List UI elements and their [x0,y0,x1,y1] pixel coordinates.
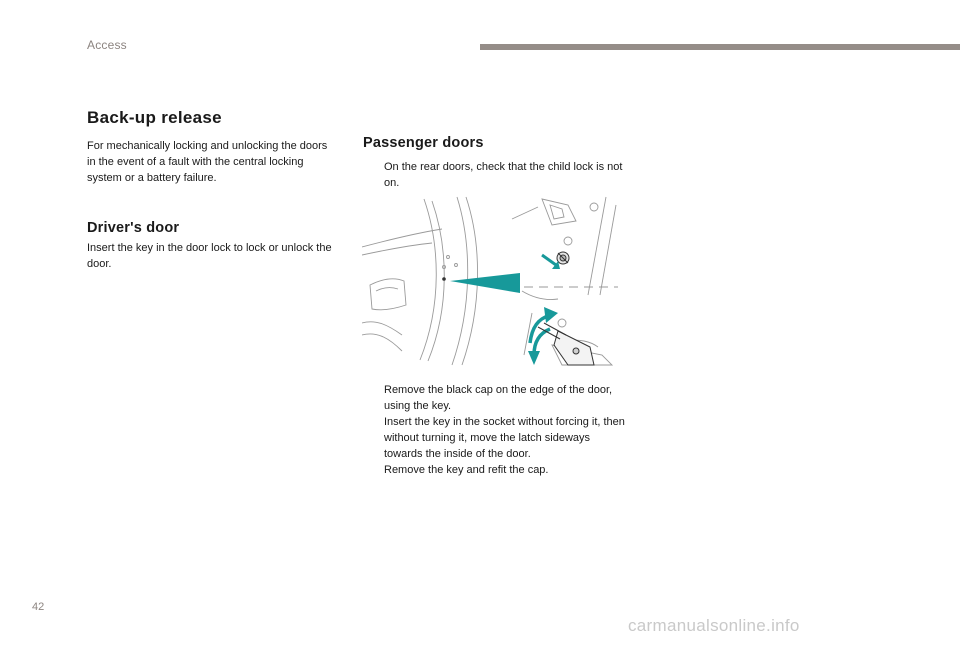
bullet-item [363,462,625,478]
right-column-bottom [363,382,625,478]
watermark: carmanualsonline.info [628,616,800,635]
page-title: Back-up release [87,108,222,127]
bullet-text: Remove the black cap on the edge of the door, using the key. [384,384,613,412]
left-column [87,108,337,272]
drivers-door-text: Insert the key in the door lock to lock or unlock the door. [87,242,332,270]
bullets-top [363,159,625,191]
bullet-text: Insert the key in the socket without forcing it, then without turning it, move the latch sideways towards the inside of the door. [384,416,625,460]
bullet-item [363,414,625,462]
bullet-text: Remove the key and refit the cap. [384,464,549,476]
header-bar [480,44,960,50]
drivers-door-heading: Driver's door [87,220,180,236]
page-number: 42 [32,601,45,613]
right-column [363,135,625,191]
bullet-text: On the rear doors, check that the child lock is not on. [384,161,623,189]
passenger-doors-heading: Passenger doors [363,135,484,151]
intro-paragraph: For mechanically locking and unlocking the doors in the event of a fault with the central locking system or a battery failure. [87,140,328,184]
section-label: Access [87,38,127,52]
door-illustration [362,195,620,367]
bullets-bottom [363,382,625,478]
bullet-item [363,159,625,191]
bullet-item [363,382,625,414]
